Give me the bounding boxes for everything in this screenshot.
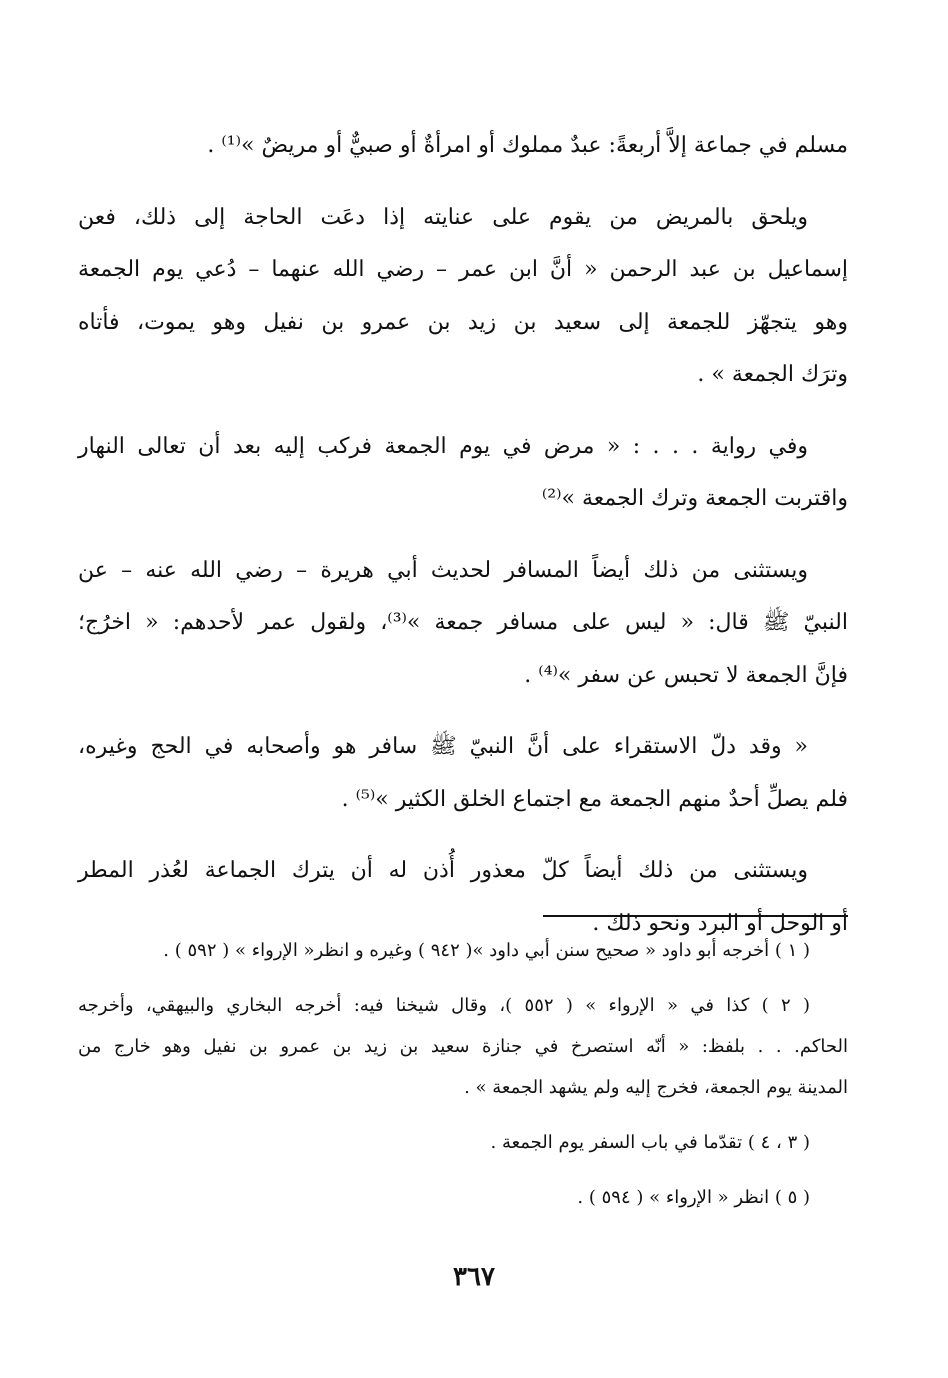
- footnote-5: [78, 1177, 848, 1218]
- footnote-line: ( ٢ ) كذا في « الإرواء » ( ٥٥٢ )، وقال شيخنا فيه: أخرجه البخاري والبيهقي، وأخرجه: [78, 995, 810, 1016]
- text-line: واقتربت الجمعة وترك الجمعة »⁽²⁾: [541, 486, 848, 511]
- paragraph-3: [78, 421, 848, 526]
- text-line: وهو يتجهّز للجمعة إلى سعيد بن زيد بن عمرو بن نفيل وهو يموت، فأتاه: [78, 309, 848, 335]
- text-line: فلم يصلِّ أحدٌ منهم الجمعة مع اجتماع الخلق الكثير »⁽⁵⁾ .: [341, 786, 848, 812]
- page-number: ٣٦٧: [453, 1262, 495, 1292]
- paragraph-4: [78, 545, 848, 703]
- footnote-line: ( ١ ) أخرجه أبو داود « صحيح سنن أبي داود »( ٩٤٢ ) وغيره و انظر« الإرواء » ( ٥٩٢ ) .: [163, 940, 810, 961]
- text-line: النبيّ ﷺ قال: « ليس على مسافر جمعة »⁽³⁾، ولقول عمر لأحدهم: « اخرُج؛: [78, 610, 848, 635]
- text-line: ويستثنى من ذلك أيضاً كلّ معذور أُذن له أن يترك الجماعة لعُذر المطر: [78, 858, 808, 883]
- footnote-3-4: [78, 1122, 848, 1163]
- footnote-line: المدينة يوم الجمعة، فخرج إليه ولم يشهد الجمعة » .: [464, 1077, 848, 1098]
- text-line: « وقد دلّ الاستقراء على أنَّ النبيّ ﷺ سافر هو وأصحابه في الحج وغيره،: [78, 734, 808, 759]
- footnote-2: [78, 985, 848, 1108]
- text-line: مسلم في جماعة إلاَّ أربعةً: عبدٌ مملوك أو امرأةٌ أو صبيٌّ أو مريضٌ »⁽¹⁾ .: [207, 133, 848, 158]
- footnote-1: [78, 930, 848, 971]
- main-text: [78, 120, 848, 969]
- text-line: ويستثنى من ذلك أيضاً المسافر لحديث أبي هريرة – رضي الله عنه – عن: [78, 557, 808, 583]
- footnote-line: ( ٥ ) انظر « الإرواء » ( ٥٩٤ ) .: [577, 1187, 810, 1208]
- text-line: فإنَّ الجمعة لا تحبس عن سفر »⁽⁴⁾ .: [524, 662, 848, 688]
- footnote-divider: [543, 915, 848, 917]
- text-line: إسماعيل بن عبد الرحمن « أنَّ ابن عمر – رضي الله عنهما – دُعي يوم الجمعة: [78, 257, 848, 282]
- paragraph-1: [78, 120, 848, 173]
- text-line: أو الوحل أو البرد ونحو ذلك .: [592, 910, 848, 936]
- footnote-line: الحاكم. . . بلفظ: « أنّه استصرخ في جنازة سعيد بن زيد بن عمرو بن نفيل وهو خارج من: [78, 1036, 848, 1057]
- text-line: وفي رواية . . . : « مرض في يوم الجمعة فركب إليه بعد أن تعالى النهار: [78, 433, 808, 459]
- text-line: ويلحق بالمريض من يقوم على عنايته إذا دعَت الحاجة إلى ذلك، فعن: [78, 204, 808, 230]
- text-line: وترَك الجمعة » .: [697, 362, 848, 387]
- footnotes: [78, 930, 848, 1232]
- paragraph-5: [78, 721, 848, 826]
- footnote-line: ( ٣ ، ٤ ) تقدّما في باب السفر يوم الجمعة .: [490, 1132, 810, 1153]
- paragraph-2: [78, 192, 848, 402]
